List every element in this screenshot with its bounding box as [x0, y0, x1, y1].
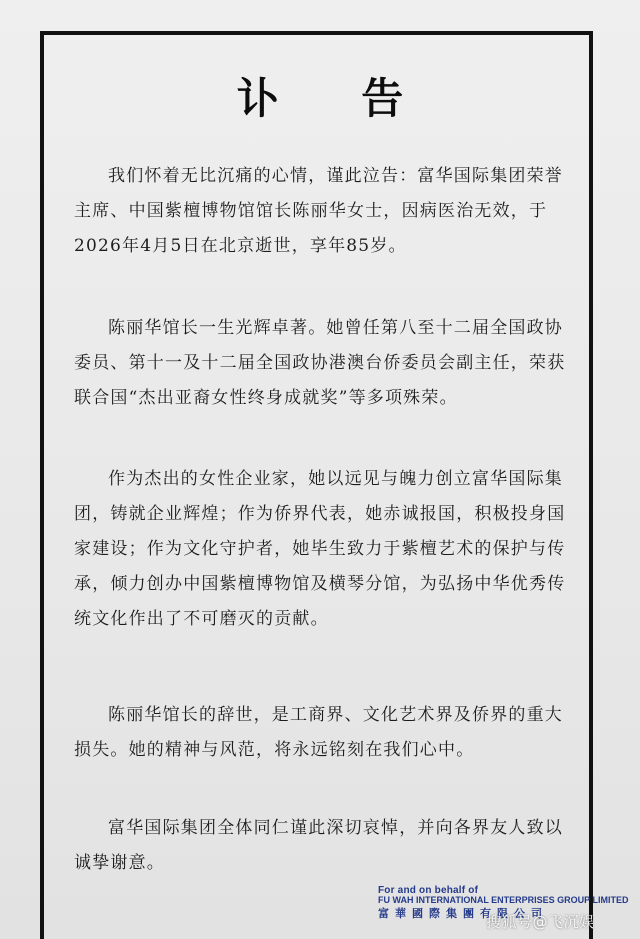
text-line: 作为杰出的女性企业家，她以远见与魄力创立富华国际集 — [108, 469, 563, 489]
text-line: 统文化作出了不可磨灭的贡献。 — [74, 609, 329, 629]
paragraph-loss — [74, 698, 564, 768]
text-line: 2026年4月5日在北京逝世，享年85岁。 — [74, 236, 407, 256]
text-line: 委员、第十一及十二届全国政协港澳台侨委员会副主任，荣获 — [74, 353, 566, 373]
stamp-company-chinese: 富華國際集團有限公司 — [378, 906, 548, 920]
text-line: 富华国际集团全体同仁谨此深切哀悼，并向各界友人致以 — [108, 818, 563, 838]
stamp-behalf-line: For and on behalf of — [378, 885, 479, 896]
paragraph-condolence — [74, 811, 564, 881]
text-line: 团，铸就企业辉煌；作为侨界代表，她赤诚报国，积极投身国 — [74, 504, 566, 524]
text-line: 陈丽华馆长的辞世，是工商界、文化艺术界及侨界的重大 — [108, 705, 563, 725]
paragraph-achievements — [74, 462, 564, 637]
text-line: 损失。她的精神与风范，将永远铭刻在我们心中。 — [74, 740, 475, 760]
paragraph-announcement — [74, 159, 564, 264]
text-line: 诚挚谢意。 — [74, 853, 165, 873]
text-line: 联合国“杰出亚裔女性终身成就奖”等多项殊荣。 — [74, 388, 458, 408]
text-line: 家建设；作为文化守护者，她毕生致力于紫檀艺术的保护与传 — [74, 539, 566, 559]
text-line: 主席、中国紫檀博物馆馆长陈丽华女士，因病医治无效，于 — [74, 201, 548, 221]
obituary-title: 讣 告 — [236, 74, 438, 123]
source-watermark: 搜狐号@飞沉娱 — [486, 913, 595, 931]
stamp-company-english: FU WAH INTERNATIONAL ENTERPRISES GROUP LIMITED — [378, 895, 629, 905]
paragraph-career — [74, 311, 564, 416]
text-line: 我们怀着无比沉痛的心情，谨此泣告：富华国际集团荣誉 — [108, 166, 563, 186]
text-line: 承，倾力创办中国紫檀博物馆及横琴分馆，为弘扬中华优秀传 — [74, 574, 566, 594]
text-line: 陈丽华馆长一生光辉卓著。她曾任第八至十二届全国政协 — [108, 318, 563, 338]
